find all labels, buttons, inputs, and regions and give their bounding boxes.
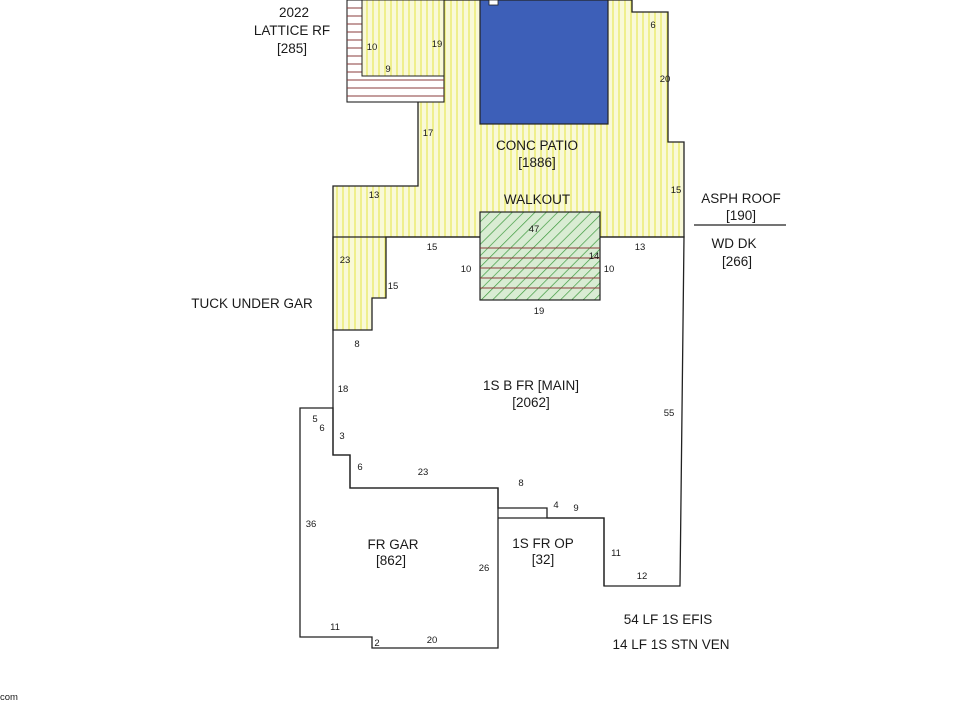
patio-name-label: CONC PATIO (495, 138, 579, 153)
main-name-label: 1S B FR [MAIN] (482, 378, 580, 393)
walkout-label: WALKOUT (503, 192, 571, 207)
dim-label: 8 (518, 478, 524, 489)
dim-label: 15 (670, 185, 682, 196)
dim-label: 14 (588, 251, 600, 262)
dim-label: 9 (385, 64, 391, 75)
dim-label: 11 (330, 622, 340, 633)
dim-label: 47 (528, 224, 540, 235)
lattice-year-label: 2022 (278, 5, 310, 20)
dim-label: 55 (663, 408, 675, 419)
stn-ven-label: 14 LF 1S STN VEN (612, 637, 730, 652)
dim-label: 23 (417, 467, 429, 478)
patio-area-label: [1886] (518, 155, 556, 170)
dim-label: 3 (339, 431, 345, 442)
lattice-inner-box (362, 0, 444, 76)
dim-label: 9 (573, 503, 579, 514)
fr-gar-area-label: [862] (375, 553, 407, 568)
dim-label: 6 (650, 20, 656, 31)
lattice-roof (347, 0, 444, 102)
dim-label: 11 (611, 548, 621, 559)
asph-roof-label: ASPH ROOF (701, 191, 781, 206)
dim-label: 12 (636, 571, 648, 582)
garage-outline (300, 408, 498, 648)
wd-area-label: [266] (721, 254, 753, 269)
dim-label: 13 (634, 242, 646, 253)
dim-label: 15 (426, 242, 438, 253)
dim-label: 13 (368, 190, 380, 201)
wd-dk-label: WD DK (711, 236, 757, 251)
dim-label: 10 (366, 42, 378, 53)
walkout-stair (480, 212, 600, 300)
dim-label: 26 (478, 563, 490, 574)
main-area-label: [2062] (512, 395, 550, 410)
efis-label: 54 LF 1S EFIS (623, 612, 713, 627)
dim-label: 17 (422, 128, 434, 139)
fr-gar-label: FR GAR (367, 537, 419, 552)
dim-label: 19 (533, 306, 545, 317)
lattice-name-label: LATTICE RF (253, 23, 331, 38)
dim-label: 20 (659, 74, 671, 85)
dim-label: 18 (337, 384, 349, 395)
dim-label: 8 (354, 339, 360, 350)
dim-label: 5 (312, 414, 318, 425)
corner-text: com (0, 692, 18, 703)
dim-label: 10 (460, 264, 472, 275)
dim-label: 19 (431, 39, 443, 50)
pool-marker (489, 0, 498, 5)
asph-area-label: [190] (725, 208, 757, 223)
pool-area (480, 0, 608, 124)
dim-label: 2 (374, 638, 380, 649)
dim-label: 36 (305, 519, 317, 530)
dim-label: 6 (319, 423, 325, 434)
dim-label: 23 (339, 255, 351, 266)
dim-label: 4 (553, 500, 559, 511)
op-area-label: [32] (531, 552, 555, 567)
dim-label: 15 (387, 281, 399, 292)
dim-label: 20 (426, 635, 438, 646)
tuck-under-label: TUCK UNDER GAR (191, 296, 313, 311)
lattice-area-label: [285] (276, 41, 308, 56)
op-name-label: 1S FR OP (512, 536, 574, 551)
dim-label: 10 (603, 264, 615, 275)
dim-label: 6 (357, 462, 363, 473)
